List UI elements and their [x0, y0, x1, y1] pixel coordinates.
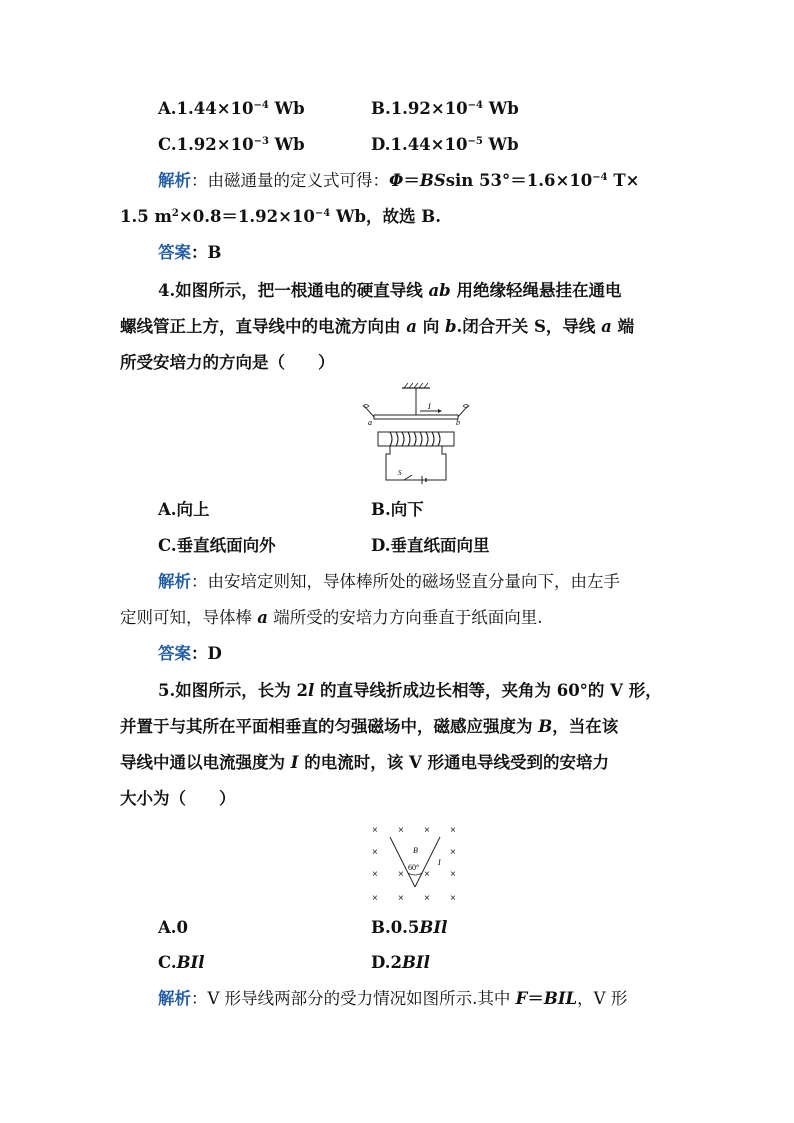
q5-stem-line-2: 并置于与其所在平面相垂直的匀强磁场中，磁感应强度为 B，当在该 — [120, 717, 619, 736]
q4-option-b: B.向下 — [371, 500, 424, 519]
q3-answer: 答案：B — [158, 243, 222, 262]
q4-option-a: A.向上 — [158, 500, 210, 519]
q4-option-d: D.垂直纸面向里 — [371, 536, 490, 555]
q5-option-a: A.0 — [158, 918, 189, 937]
q4-option-c: C.垂直纸面向外 — [158, 536, 276, 555]
q5-analysis-line-1: 解析：V 形导线两部分的受力情况如图所示.其中 F＝BIL，V 形 — [158, 989, 628, 1008]
svg-text:×: × — [450, 869, 456, 880]
q4-fig-label-i: I — [428, 402, 431, 411]
q4-stem-line-3: 所受安培力的方向是（ ） — [120, 353, 335, 372]
svg-text:×: × — [372, 893, 378, 904]
q3-option-d: $D.1.44\times 10^{-5}$ Wb — [371, 135, 519, 154]
q5-option-b: B.0.5BIl — [371, 918, 448, 937]
q5-option-c: C.BIl — [158, 953, 205, 972]
q4-fig-label-a: a — [368, 418, 372, 427]
svg-text:×: × — [372, 825, 378, 836]
svg-text:×: × — [424, 869, 430, 880]
q5-fig-label-b: B — [413, 846, 418, 855]
svg-text:×: × — [450, 825, 456, 836]
svg-text:×: × — [372, 847, 378, 858]
svg-text:×: × — [398, 825, 404, 836]
q4-analysis-line-2: 定则可知，导体棒 a 端所受的安培力方向垂直于纸面向里. — [120, 608, 543, 627]
svg-text:×: × — [450, 893, 456, 904]
q5-fig-label-angle: 60° — [408, 863, 420, 872]
q4-analysis-line-1: 解析：由安培定则知，导体棒所处的磁场竖直分量向下，由左手 — [158, 572, 620, 591]
svg-text:×: × — [450, 847, 456, 858]
q4-stem-line-1: 4.如图所示，把一根通电的硬直导线 ab 用绝缘轻绳悬挂在通电 — [158, 281, 622, 300]
q3-option-a: $A.1.44\times 10^{-4}$ Wb — [158, 99, 305, 118]
q3-analysis-line-1: 解析：由磁通量的定义式可得：Φ＝BSsin $53^\circ=1.6\times 10^{-4}$ T× — [158, 171, 640, 190]
q3-option-b: $B.1.92\times 10^{-4}$ Wb — [371, 99, 519, 118]
q5-fig-label-i: I — [438, 858, 441, 867]
q4-solenoid-figure — [360, 382, 472, 488]
q4-fig-label-b: b — [456, 418, 460, 427]
svg-text:×: × — [424, 893, 430, 904]
q5-stem-line-4: 大小为（ ） — [120, 789, 236, 808]
svg-text:×: × — [372, 869, 378, 880]
q5-stem-line-1: 5.如图所示，长为 2l 的直导线折成边长相等，夹角为 60°的 V 形， — [158, 681, 662, 700]
svg-text:×: × — [424, 825, 430, 836]
q5-stem-line-3: 导线中通以电流强度为 I 的电流时，该 V 形通电导线受到的安培力 — [120, 753, 610, 772]
q5-option-d: D.2BIl — [371, 953, 430, 972]
q3-analysis-line-2: 1.5 $m^2\times 0.8=1.92\times 10^{-4}$ Wb，故选 B. — [120, 207, 441, 226]
q4-stem-line-2: 螺线管正上方，直导线中的电流方向由 a 向 b.闭合开关 S，导线 a 端 — [120, 317, 635, 336]
q3-option-c: $C.1.92\times 10^{-3}$ Wb — [158, 135, 305, 154]
svg-text:×: × — [398, 893, 404, 904]
q4-answer: 答案：D — [158, 644, 222, 663]
q5-v-wire-figure — [366, 821, 466, 905]
q4-fig-label-s: S — [398, 469, 402, 477]
svg-text:×: × — [398, 869, 404, 880]
